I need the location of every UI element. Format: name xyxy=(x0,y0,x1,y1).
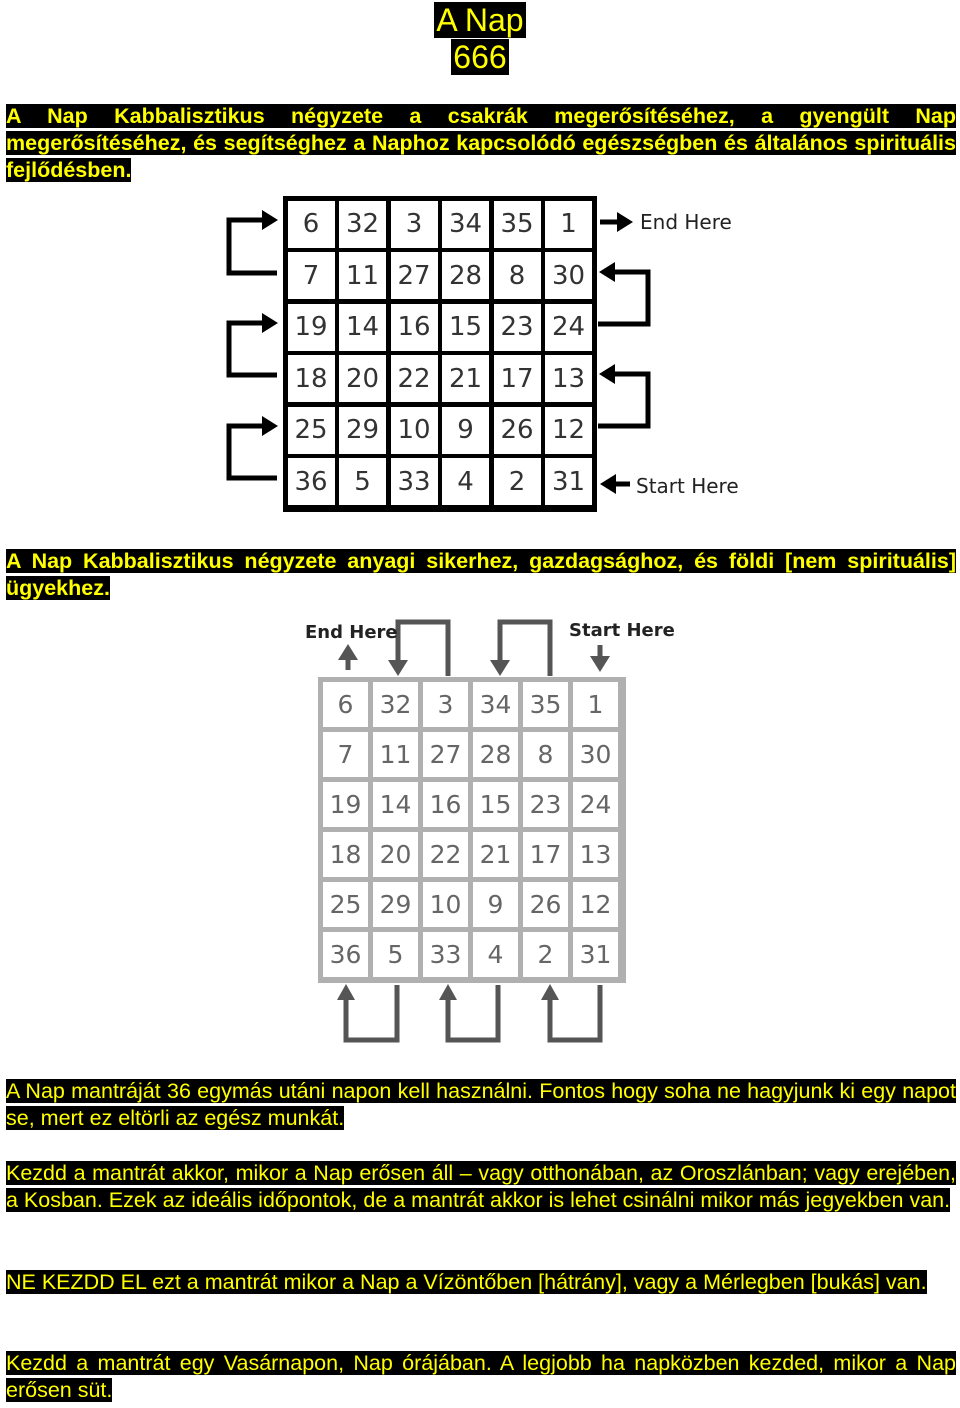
para-sunday xyxy=(6,1350,956,1404)
grid-cell: 11 xyxy=(339,252,386,299)
grid-cell: 11 xyxy=(373,732,418,777)
grid-cell: 9 xyxy=(473,882,518,927)
grid-cell: 30 xyxy=(545,252,592,299)
title-line-1: A Nap xyxy=(436,2,524,38)
grid-cell: 15 xyxy=(442,304,489,351)
grid-cell: 36 xyxy=(323,932,368,977)
grid-cell: 18 xyxy=(288,355,335,402)
grid-cell: 32 xyxy=(339,201,386,248)
grid-cell: 21 xyxy=(442,355,489,402)
grid-cell: 10 xyxy=(391,407,438,454)
grid-cell: 17 xyxy=(494,355,541,402)
grid-cell: 13 xyxy=(545,355,592,402)
grid-cell: 36 xyxy=(288,458,335,505)
grid-cell: 14 xyxy=(373,782,418,827)
grid-cell: 28 xyxy=(442,252,489,299)
grid-cell: 13 xyxy=(573,832,618,877)
grid-cell: 6 xyxy=(323,682,368,727)
para-sunday-text: Kezdd a mantrát egy Vasárnapon, Nap órájában. A legjobb ha napközben kezded, mikor a Nap erősen süt. xyxy=(6,1351,956,1402)
grid-cell: 10 xyxy=(423,882,468,927)
grid-cell: 1 xyxy=(545,201,592,248)
para-36-days xyxy=(6,1078,956,1132)
grid-cell: 35 xyxy=(494,201,541,248)
grid-cell: 27 xyxy=(423,732,468,777)
grid-cell: 3 xyxy=(391,201,438,248)
grid-cell: 22 xyxy=(391,355,438,402)
intro-spiritual-text: A Nap Kabbalisztikus négyzete a csakrák megerősítéséhez, a gyengült Nap megerősítéséhez, és segítséghez a Naphoz kapcsolódó egészségben és általános spirituális fejlődésben. xyxy=(6,104,956,182)
grid-cell: 29 xyxy=(339,407,386,454)
grid-cell: 27 xyxy=(391,252,438,299)
grid-cell: 22 xyxy=(423,832,468,877)
grid-cell: 3 xyxy=(423,682,468,727)
grid-cell: 31 xyxy=(573,932,618,977)
grid-cell: 21 xyxy=(473,832,518,877)
grid-cell: 8 xyxy=(494,252,541,299)
grid-cell: 4 xyxy=(473,932,518,977)
grid-cell: 5 xyxy=(339,458,386,505)
grid-cell: 4 xyxy=(442,458,489,505)
grid-cell: 26 xyxy=(523,882,568,927)
page-title xyxy=(0,2,960,76)
grid-cell: 2 xyxy=(523,932,568,977)
grid-cell: 9 xyxy=(442,407,489,454)
grid-cell: 7 xyxy=(288,252,335,299)
grid-cell: 32 xyxy=(373,682,418,727)
grid-cell: 16 xyxy=(391,304,438,351)
grid-cell: 19 xyxy=(323,782,368,827)
grid-cell: 12 xyxy=(573,882,618,927)
grid-cell: 16 xyxy=(423,782,468,827)
para-do-not-start-text: NE KEZDD EL ezt a mantrát mikor a Nap a Vízöntőben [hátrány], vagy a Mérlegben [bukás] van. xyxy=(6,1270,927,1294)
grid-cell: 23 xyxy=(494,304,541,351)
intro-material xyxy=(6,548,956,602)
square2-end-label: End Here xyxy=(305,622,398,643)
para-when-start-text: Kezdd a mantrát akkor, mikor a Nap erősen áll – vagy otthonában, az Oroszlánban; vagy erejében, a Kosban. Ezek az ideális időpontok, de a mantrát akkor is lehet csinálni mikor más jegyekben van. xyxy=(6,1161,956,1212)
grid-cell: 34 xyxy=(442,201,489,248)
grid-cell: 23 xyxy=(523,782,568,827)
grid-cell: 20 xyxy=(373,832,418,877)
grid-cell: 26 xyxy=(494,407,541,454)
grid-cell: 8 xyxy=(523,732,568,777)
grid-cell: 17 xyxy=(523,832,568,877)
grid-cell: 1 xyxy=(573,682,618,727)
grid-cell: 29 xyxy=(373,882,418,927)
para-when-start xyxy=(6,1160,956,1214)
grid-cell: 24 xyxy=(545,304,592,351)
grid-cell: 24 xyxy=(573,782,618,827)
para-36-days-text: A Nap mantráját 36 egymás utáni napon kell használni. Fontos hogy soha ne hagyjunk ki egy napot se, mert ez eltörli az egész munkát. xyxy=(6,1079,956,1130)
square1-start-label: Start Here xyxy=(636,474,739,498)
title-line-2: 666 xyxy=(453,39,507,75)
grid-cell: 19 xyxy=(288,304,335,351)
grid-cell: 15 xyxy=(473,782,518,827)
square1-end-label: End Here xyxy=(640,210,732,234)
grid-cell: 12 xyxy=(545,407,592,454)
grid-cell: 31 xyxy=(545,458,592,505)
grid-cell: 20 xyxy=(339,355,386,402)
grid-cell: 5 xyxy=(373,932,418,977)
para-do-not-start xyxy=(6,1269,956,1296)
intro-material-text: A Nap Kabbalisztikus négyzete anyagi sikerhez, gazdagsághoz, és földi [nem spirituális] ügyekhez. xyxy=(6,549,956,600)
grid-cell: 34 xyxy=(473,682,518,727)
grid-cell: 33 xyxy=(391,458,438,505)
grid-cell: 25 xyxy=(288,407,335,454)
square2-start-label: Start Here xyxy=(569,620,675,641)
grid-cell: 18 xyxy=(323,832,368,877)
grid-cell: 28 xyxy=(473,732,518,777)
grid-cell: 25 xyxy=(323,882,368,927)
grid-cell: 33 xyxy=(423,932,468,977)
square2-grid xyxy=(318,677,626,983)
grid-cell: 6 xyxy=(288,201,335,248)
intro-spiritual xyxy=(6,103,956,184)
grid-cell: 14 xyxy=(339,304,386,351)
square1-grid xyxy=(283,196,597,512)
grid-cell: 35 xyxy=(523,682,568,727)
grid-cell: 30 xyxy=(573,732,618,777)
grid-cell: 2 xyxy=(494,458,541,505)
grid-cell: 7 xyxy=(323,732,368,777)
